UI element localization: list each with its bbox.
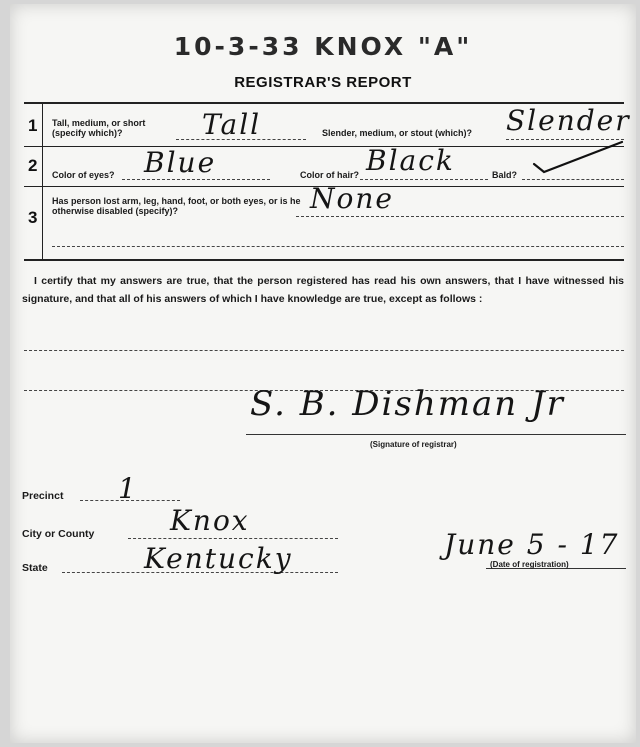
disability-answer-line bbox=[296, 216, 624, 217]
exceptions-line-1 bbox=[24, 350, 624, 351]
hair-color-answer-line bbox=[360, 179, 488, 180]
registrar-report-card bbox=[10, 4, 636, 743]
precinct-label: Precinct bbox=[22, 490, 64, 502]
build-question: Slender, medium, or stout (which)? bbox=[322, 128, 473, 138]
table-bottom-border bbox=[24, 259, 624, 261]
city-label: City or County bbox=[22, 528, 95, 540]
eye-color-question: Color of eyes? bbox=[52, 170, 115, 180]
precinct-value: 1 bbox=[118, 472, 138, 505]
row-number-1: 1 bbox=[28, 116, 38, 135]
certification-text: I certify that my answers are true, that the person registered has read his own answers, that I have witnessed his signature, and that all of his answers of which I have knowledge are true, except as follows : bbox=[22, 275, 624, 305]
disability-answer: None bbox=[310, 182, 394, 215]
eye-color-answer-line bbox=[122, 179, 270, 180]
hair-color-question: Color of hair? bbox=[300, 170, 359, 180]
bald-checkmark-icon bbox=[530, 138, 626, 178]
report-title: REGISTRAR'S REPORT bbox=[234, 74, 412, 91]
table-number-divider bbox=[42, 102, 43, 260]
serial-number: 10-3-33 KNOX "A" bbox=[173, 32, 473, 61]
disability-extra-line bbox=[52, 246, 624, 247]
city-line bbox=[128, 538, 338, 539]
bald-answer-line bbox=[522, 179, 624, 180]
bald-question: Bald? bbox=[492, 170, 518, 180]
row-number-3: 3 bbox=[28, 208, 38, 227]
row-number-2: 2 bbox=[28, 156, 38, 175]
date-caption: (Date of registration) bbox=[490, 560, 569, 569]
registration-date: June 5 - 17 bbox=[444, 528, 620, 561]
height-question: Tall, medium, or short (specify which)? bbox=[52, 118, 146, 138]
build-answer: Slender bbox=[506, 104, 631, 137]
state-label: State bbox=[22, 562, 48, 574]
eye-color-answer: Blue bbox=[144, 146, 217, 179]
disability-question: Has person lost arm, leg, hand, foot, or both eyes, or is he otherwise disabled (specify)? bbox=[52, 196, 301, 216]
state-value: Kentucky bbox=[144, 542, 293, 575]
signature-caption: (Signature of registrar) bbox=[370, 440, 457, 449]
registrar-signature: S. B. Dishman Jr bbox=[250, 384, 565, 424]
signature-line bbox=[246, 434, 626, 435]
city-value: Knox bbox=[170, 504, 250, 537]
hair-color-answer: Black bbox=[366, 144, 455, 177]
height-answer: Tall bbox=[202, 108, 262, 141]
